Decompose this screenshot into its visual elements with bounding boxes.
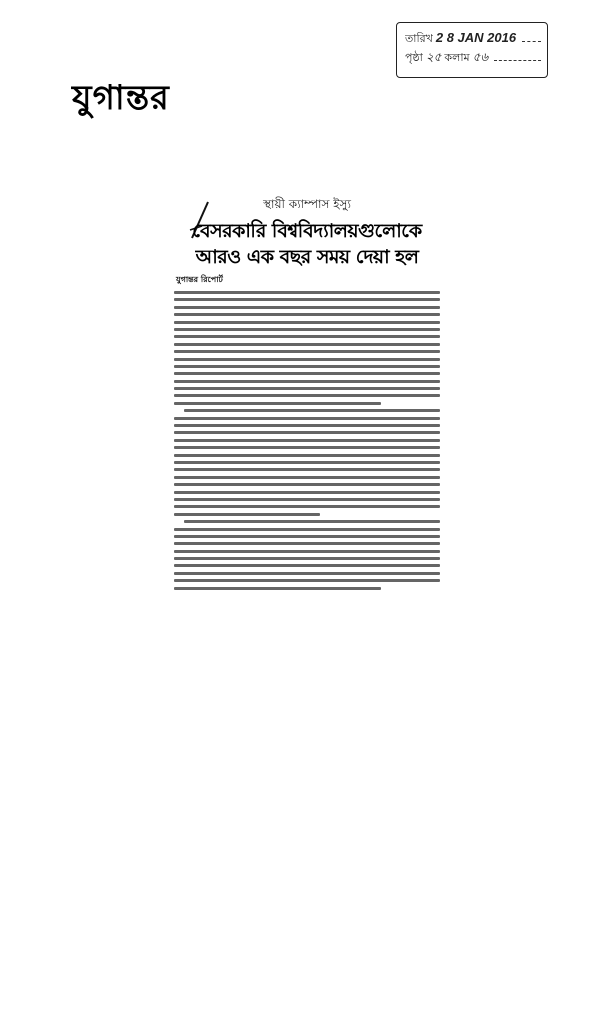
body-line <box>174 291 440 294</box>
body-line <box>174 454 440 457</box>
body-line <box>174 431 440 434</box>
body-line <box>174 542 440 545</box>
body-line <box>174 550 440 553</box>
body-line <box>174 365 440 368</box>
body-line <box>174 505 440 508</box>
headline-line-1: বেসরকারি বিশ্ববিদ্যালয়গুলোকে <box>192 220 422 242</box>
body-line <box>184 520 440 523</box>
newspaper-masthead: যুগান্তর <box>72 78 170 118</box>
article-body-text <box>172 291 442 590</box>
body-line <box>174 572 440 575</box>
body-line <box>174 446 440 449</box>
body-line <box>174 476 440 479</box>
stamp-date-value: 2 8 JAN 2016 <box>435 30 517 45</box>
body-line <box>174 564 440 567</box>
body-line <box>174 417 440 420</box>
body-line <box>174 380 440 383</box>
stamp-dotted-line <box>522 31 541 42</box>
body-line <box>174 321 440 324</box>
body-line <box>174 394 440 397</box>
body-line <box>174 328 440 331</box>
body-line <box>174 313 440 316</box>
article-kicker: স্থায়ী ক্যাম্পাস ইস্যু <box>263 197 351 211</box>
body-line <box>174 491 440 494</box>
stamp-column-label: কলাম <box>444 51 470 64</box>
article-byline: যুগান্তর রিপোর্ট <box>176 275 223 284</box>
stamp-page-label: পৃষ্ঠা <box>405 51 423 64</box>
body-line <box>174 468 440 471</box>
news-article-clipping <box>172 190 442 580</box>
stamp-date-label: তারিখ <box>405 32 433 45</box>
clipping-date-stamp <box>396 22 548 78</box>
body-line <box>174 306 440 309</box>
article-headline <box>172 218 442 270</box>
stamp-page-row <box>405 48 541 67</box>
body-line <box>174 439 440 442</box>
body-line <box>174 498 440 501</box>
body-line <box>174 350 440 353</box>
body-line <box>184 409 440 412</box>
body-line <box>174 557 440 560</box>
body-line <box>174 587 381 590</box>
headline-line-2: আরও এক বছর সময় দেয়া হল <box>195 246 419 268</box>
body-line <box>174 335 440 338</box>
stamp-date-row <box>405 29 541 48</box>
stamp-column-value: ৫৬ <box>472 50 489 64</box>
stamp-dotted-line-2 <box>494 50 541 61</box>
body-line <box>174 424 440 427</box>
body-line <box>174 298 440 301</box>
body-line <box>174 535 440 538</box>
body-line <box>174 358 440 361</box>
body-line <box>174 402 381 405</box>
body-line <box>174 579 440 582</box>
body-line <box>174 372 440 375</box>
body-line <box>174 513 320 516</box>
body-line <box>174 483 440 486</box>
body-line <box>174 461 440 464</box>
body-line <box>174 343 440 346</box>
stamp-page-value: ২৫ <box>425 50 442 64</box>
body-line <box>174 387 440 390</box>
body-line <box>174 528 440 531</box>
